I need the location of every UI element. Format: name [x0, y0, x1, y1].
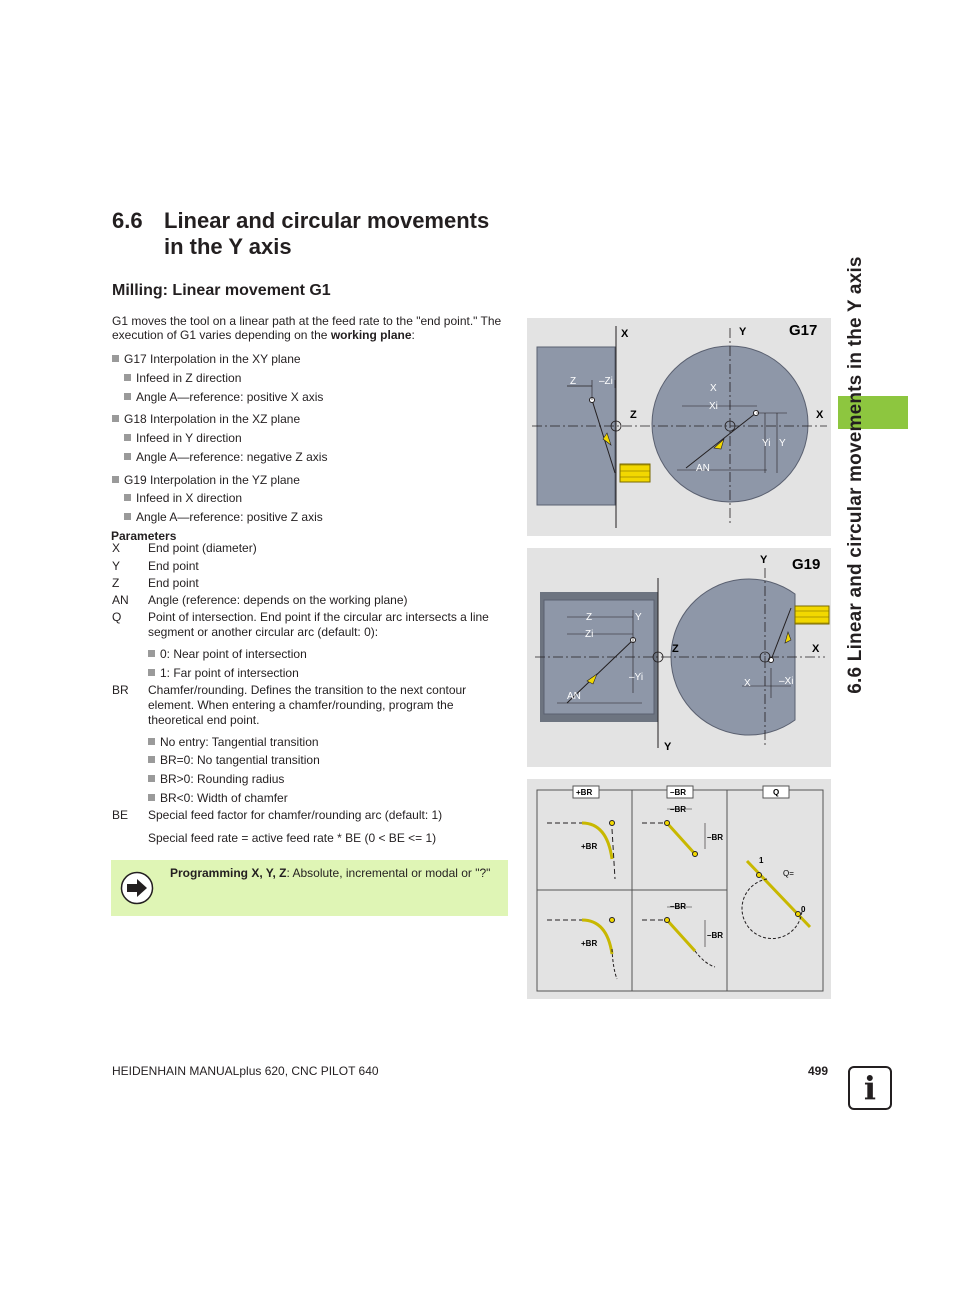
q-option — [148, 666, 299, 680]
bullet-square-icon — [148, 756, 155, 763]
param-value: Angle (reference: depends on the working plane) — [148, 593, 408, 607]
plane-subitem-text: Infeed in X direction — [136, 491, 243, 505]
plane-label-g19: G19 — [792, 556, 821, 573]
bullet-square-icon — [112, 355, 119, 362]
q-option — [148, 647, 307, 661]
figure-g17 — [527, 318, 831, 536]
g19-diagram — [527, 548, 831, 767]
plane-subitem — [124, 450, 327, 464]
plane-subitem-text: Infeed in Y direction — [136, 431, 242, 445]
dim-an: AN — [567, 691, 581, 702]
info-icon: i — [848, 1066, 892, 1110]
param-key: BR — [112, 683, 129, 697]
label-minus-br: –BR — [707, 931, 724, 940]
footer-text: HEIDENHAIN MANUALplus 620, CNC PILOT 640 — [112, 1064, 379, 1078]
plane-subitem-text: Infeed in Z direction — [136, 371, 242, 385]
param-key: Q — [112, 610, 122, 624]
label-plus-br: +BR — [581, 842, 598, 851]
tool-shank — [620, 464, 650, 482]
bullet-square-icon — [124, 513, 131, 520]
header-minus-br: –BR — [670, 788, 687, 797]
page-number: 499 — [808, 1064, 829, 1078]
plane-subitem-text: Angle A—reference: positive Z axis — [136, 510, 323, 524]
bullet-square-icon — [124, 393, 131, 400]
param-key: Y — [112, 559, 121, 573]
param-key: AN — [112, 593, 129, 607]
dim-yi: –Yi — [629, 672, 644, 683]
plane-subitem — [124, 510, 323, 524]
plane-label-g17: G17 — [789, 322, 818, 339]
label-minus-br: –BR — [707, 833, 724, 842]
bullet-square-icon — [148, 669, 155, 676]
side-tab-text: 6.6 Linear and circular movements in the Y axis — [845, 256, 866, 694]
bullet-square-icon — [112, 415, 119, 422]
note-rest: : Absolute, incremental or modal or "?" — [286, 866, 491, 880]
parameters-heading: Parameters — [111, 529, 177, 543]
param-key: Z — [112, 576, 120, 590]
bullet-square-icon — [124, 374, 131, 381]
br-option-text: BR=0: No tangential transition — [160, 753, 320, 767]
dim-xi: –Xi — [779, 676, 794, 687]
dim-z: Z — [586, 612, 593, 623]
header-q: Q — [773, 788, 780, 797]
arrow-right-icon — [120, 871, 154, 905]
dim-y: Y — [779, 438, 786, 449]
dim-zi: –Zi — [599, 376, 613, 387]
dim-y: Y — [635, 612, 642, 623]
dim-yi: Yi — [762, 438, 771, 449]
param-key: X — [112, 541, 121, 555]
param-value: Special feed factor for chamfer/rounding arc (default: 1) — [148, 808, 443, 822]
plane-item — [112, 473, 300, 487]
axis-label-x2: X — [816, 409, 824, 421]
dim-x: X — [710, 383, 717, 394]
param-value: End point — [148, 559, 199, 573]
plane-label: G18 Interpolation in the XZ plane — [124, 412, 301, 426]
plane-subitem — [124, 390, 323, 404]
param-value: Chamfer/rounding. Defines the transition to the next contour element. When entering a chamfer/rounding, program the theoretical end point. — [148, 683, 467, 727]
plane-item — [112, 412, 300, 426]
plane-subitem — [124, 491, 242, 505]
be-formula: Special feed rate = active feed rate * BE (0 < BE <= 1) — [148, 831, 437, 845]
param-key: BE — [112, 808, 129, 822]
dim-z: Z — [570, 376, 577, 387]
plane-subitem-text: Angle A—reference: positive X axis — [136, 390, 324, 404]
param-value: Point of intersection. End point if the circular arc intersects a line segment or another circular arc (default: 0): — [148, 610, 489, 639]
note-bold: Programming X, Y, Z — [170, 866, 287, 880]
label-q-eq: Q= — [783, 869, 794, 878]
intro-end: : — [411, 328, 415, 342]
header-plus-br: +BR — [576, 788, 593, 797]
bullet-square-icon — [124, 453, 131, 460]
bullet-square-icon — [124, 494, 131, 501]
q-option-text: 1: Far point of intersection — [160, 666, 299, 680]
bullet-square-icon — [148, 738, 155, 745]
axis-label-x: X — [621, 328, 629, 340]
plane-label: G19 Interpolation in the YZ plane — [124, 473, 300, 487]
programming-note — [111, 860, 508, 916]
label-q1: 1 — [759, 856, 764, 865]
g17-diagram — [527, 318, 831, 536]
section-title-line1: Linear and circular movements — [164, 208, 490, 233]
param-value: End point — [148, 576, 199, 590]
label-minus-br: –BR — [670, 805, 687, 814]
plane-label: G17 Interpolation in the XY plane — [124, 352, 301, 366]
section-title — [112, 208, 532, 260]
intro-bold: working plane — [330, 328, 412, 342]
subsection-title: Milling: Linear movement G1 — [112, 282, 331, 299]
axis-label-y2: Y — [664, 741, 672, 753]
dim-xi: Xi — [709, 401, 718, 412]
q-option-text: 0: Near point of intersection — [160, 647, 307, 661]
br-option-text: No entry: Tangential transition — [160, 735, 319, 749]
br-option — [148, 753, 320, 767]
transitions-diagram — [527, 779, 831, 999]
label-plus-br: +BR — [581, 939, 598, 948]
plane-subitem-text: Angle A—reference: negative Z axis — [136, 450, 328, 464]
param-value: End point (diameter) — [148, 541, 257, 555]
intro-paragraph — [112, 314, 512, 342]
intro-text: G1 moves the tool on a linear path at the feed rate to the "end point." The execution of G1 varies depending on the — [112, 314, 502, 342]
plane-subitem — [124, 431, 242, 445]
plane-subitem — [124, 371, 241, 385]
bullet-square-icon — [148, 650, 155, 657]
br-option — [148, 791, 288, 805]
axis-label-y: Y — [760, 554, 768, 566]
axis-label-x: X — [812, 643, 820, 655]
side-tab — [836, 205, 876, 745]
bullet-square-icon — [148, 775, 155, 782]
label-minus-br: –BR — [670, 902, 687, 911]
br-option-text: BR<0: Width of chamfer — [160, 791, 288, 805]
tool-shank — [795, 606, 829, 624]
note-text — [170, 866, 500, 880]
br-option — [148, 772, 284, 786]
axis-label-z: Z — [672, 643, 679, 655]
br-option — [148, 735, 319, 749]
section-number: 6.6 — [112, 208, 143, 233]
axis-label-z: Z — [630, 409, 637, 421]
dim-an: AN — [696, 463, 710, 474]
plane-item — [112, 352, 301, 366]
br-option-text: BR>0: Rounding radius — [160, 772, 285, 786]
bullet-square-icon — [124, 434, 131, 441]
dim-zi: Zi — [585, 629, 594, 640]
label-q0: 0 — [801, 905, 806, 914]
figure-transitions — [527, 779, 831, 999]
axis-label-y: Y — [739, 326, 747, 338]
dim-x: X — [744, 678, 751, 689]
figure-g19 — [527, 548, 831, 767]
bullet-square-icon — [112, 476, 119, 483]
bullet-square-icon — [148, 794, 155, 801]
section-title-line2: in the Y axis — [164, 234, 292, 259]
